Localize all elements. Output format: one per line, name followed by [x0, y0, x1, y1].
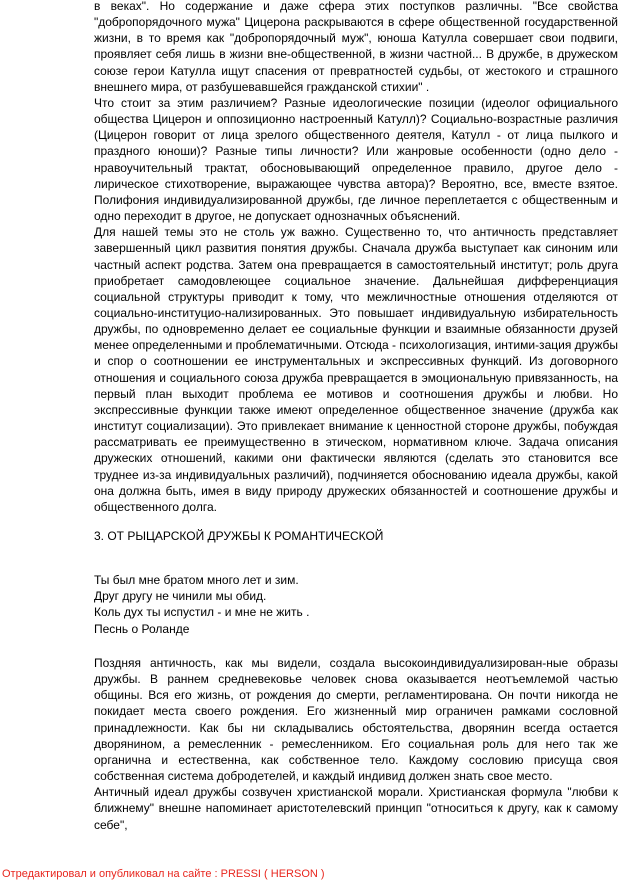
- bottom-text-block: [94, 655, 618, 833]
- paragraph: Античный идеал дружбы созвучен христианской морали. Христианская формула "любви к ближнему" внешне напоминает аристотелевский принцип "относиться к другу, как к самому себе",: [94, 785, 618, 832]
- paragraph: Для нашей темы это не столь уж важно. Существенно то, что античность представляет завершенный цикл развития понятия дружбы. Сначала дружба выступает как синоним или частный аспект родства. Затем она превращается в самостоятельный институт; роль друга приобретает самодовлеющее социальное значение. Дальнейшая дифференциация социальной структуры приводит к тому, что межличностные отношения отделяются от социально-институцио-нализированных. Это повышает индивидуальную избирательность дружбы, по одновременно делает ее социальные функции и взаимные обязанности друзей менее определенными и проблематичными. Отсюда - психологизация, интими-зация дружбы и спор о соотношении ее инструментальных и экспрессивных функций. Из договорного отношения и социального союза дружба превращается в эмоциональную привязанность, на первый план выходит проблема ее мотивов и соотношения дружбы и любви. Но экспрессивные функции также имеют определенное общественное значение (дружба как институт социализации). Это привлекает внимание к ценностной стороне дружбы, побуждая рассматривать ее преимущественно в этическом, нормативном ключе. Задача описания дружеских отношений, какими они фактически являются (сделать это становится все труднее из-за индивидуальных различий), подчиняется обоснованию идеала дружбы, какой она должна быть, имея в виду природу дружеских обязанностей и соотношение дружбы и общественного долга.: [94, 225, 618, 514]
- paragraph: Поздняя античность, как мы видели, создала высокоиндивидуализирован-ные образы дружбы. В раннем средневековье человек снова оказывается неотъемлемой частью общины. Вся его жизнь, от рождения до смерти, регламентирована. Он почти никогда не покидает места своего рождения. Его жизненный мир ограничен рамками сословной принадлежности. Как бы ни складывались обстоятельства, дворянин всегда остается дворянином, а ремесленник - ремесленником. Его социальная роль для него так же органична и естественна, как собственное тело. Каждому сословию присуща своя собственная система добродетелей, и каждый индивид должен знать свое место.: [94, 656, 618, 784]
- paragraph: в веках". Но содержание и даже сфера этих поступков различны. "Все свойства "добропорядочного мужа" Цицерона раскрываются в сфере общественной государственной жизни, в то время как "добропорядочный муж", юноша Катулла совершает свои подвиги, проявляет себя лишь в жизни вне-общественной, в жизни частной... В дружбе, в дружеском союзе герои Катулла ищут спасения от превратностей судьбы, от жестокого и страшного внешнего мира, от разбушевавшейся гражданской стихии" .: [94, 0, 618, 94]
- epigraph-line: Коль дух ты испустил - и мне не жить .: [94, 605, 310, 620]
- epigraph-line: Друг другу не чинили мы обид.: [94, 589, 267, 604]
- top-text-block: [94, 0, 618, 515]
- epigraph-line: Ты был мне братом много лет и зим.: [94, 573, 299, 587]
- paragraph: Что стоит за этим различием? Разные идеологические позиции (идеолог официального общества Цицерон и оппозиционно настроенный Катулл)? Социально-возрастные различия (Цицерон говорит от лица зрелого общественного деятеля, Катулл - от лица пылкого и праздного юноши)? Разные типы личности? Или жанровые особенности (одно дело - нравоучительный трактат, обосновывающий определенное правило, другое дело - лирическое стихотворение, выражающее чувства автора)? Вероятно, все, вместе взятое. Полифония индивидуализированной дружбы, где личное переплетается с общественным и одно переходит в другое, не допускает однозначных объяснений.: [94, 95, 618, 224]
- epigraph-source: Песнь о Роланде: [94, 621, 190, 636]
- epigraph: [94, 572, 309, 637]
- section-heading: 3. ОТ РЫЦАРСКОЙ ДРУЖБЫ К РОМАНТИЧЕСКОЙ: [94, 529, 384, 543]
- footer-credit: Отредактировал и опубликовал на сайте : PRESSI ( HERSON ): [2, 868, 325, 880]
